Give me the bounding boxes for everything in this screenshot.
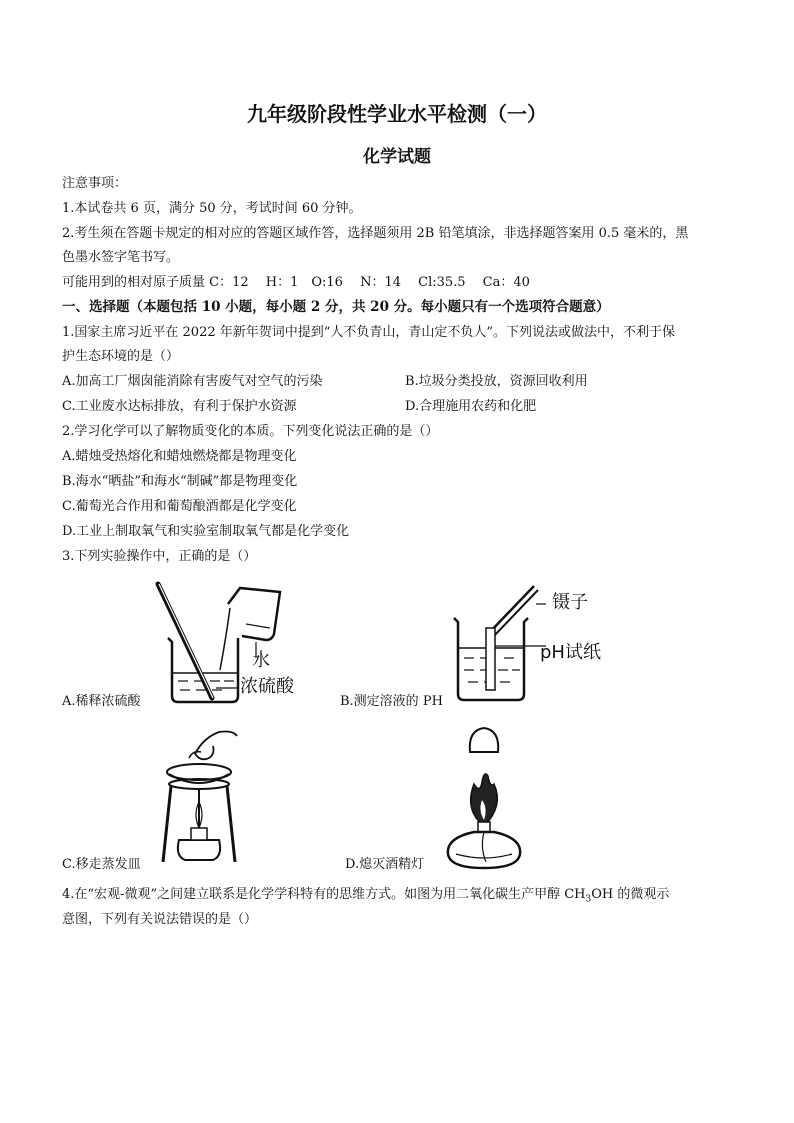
q3-caption-d: D.熄灭酒精灯 — [345, 857, 425, 872]
notes-heading: 注意事项： — [62, 176, 128, 191]
label-tweezers: 镊子 — [552, 592, 588, 613]
q1-option-a: A.加高工厂烟囱能消除有害废气对空气的污染 — [62, 374, 323, 389]
q3-stem: 3.下列实验操作中，正确的是（） — [62, 549, 257, 564]
label-ph-paper: pH试纸 — [540, 642, 601, 663]
q2-stem: 2.学习化学可以了解物质变化的本质。下列变化说法正确的是（） — [62, 424, 439, 439]
q1-stem-line-2: 护生态环境的是（） — [62, 349, 180, 364]
exam-title: 九年级阶段性学业水平检测（一） — [247, 102, 547, 126]
q2-option-c: C.葡萄光合作用和葡萄酿酒都是化学变化 — [62, 499, 297, 514]
q4-stem-pre: 4.在“宏观-微观”之间建立联系是化学学科特有的思维方式。如图为用二氧化碳生产甲醇 CH — [62, 887, 586, 902]
figure-dilute-acid — [150, 578, 320, 708]
figure-move-dish — [155, 728, 245, 868]
q1-option-c: C.工业废水达标排放，有利于保护水资源 — [62, 399, 297, 414]
q4-formula-subscript: 3 — [585, 894, 592, 905]
notes-item-1: 1.本试卷共 6 页，满分 50 分，考试时间 60 分钟。 — [62, 201, 362, 216]
figure-measure-ph — [448, 582, 548, 704]
q3-caption-b: B.测定溶液的 PH — [340, 694, 443, 709]
q3-caption-a: A.稀释浓硫酸 — [62, 694, 141, 709]
q4-stem-post: OH 的微观示 — [591, 887, 670, 902]
notes-item-2-line-2: 色墨水签字笔书写。 — [62, 250, 180, 265]
figure-extinguish-lamp — [440, 722, 530, 872]
atomic-masses: 可能用到的相对原子质量 C：12 H：1 O:16 N：14 Cl:35.5 Ca：40 — [62, 275, 530, 290]
q2-option-a: A.蜡烛受热熔化和蜡烛燃烧都是物理变化 — [62, 449, 297, 464]
notes-item-2-line-1: 2.考生须在答题卡规定的相对应的答题区域作答，选择题须用 2B 铅笔填涂，非选择题答案用 0.5 毫米的，黑 — [62, 226, 689, 241]
label-water: 水 — [252, 650, 270, 671]
q1-option-d: D.合理施用农药和化肥 — [405, 399, 537, 414]
label-conc-acid: 浓硫酸 — [240, 676, 294, 697]
q2-option-d: D.工业上制取氧气和实验室制取氧气都是化学变化 — [62, 524, 350, 539]
q3-caption-c: C.移走蒸发皿 — [62, 857, 141, 872]
q4-stem-line-1 — [62, 886, 669, 909]
q1-stem-line-1: 1.国家主席习近平在 2022 年新年贺词中提到“人不负青山，青山定不负人”。下列说法或做法中，不利于保 — [62, 325, 676, 340]
q4-stem-line-2: 意图，下列有关说法错误的是（） — [62, 912, 258, 927]
q1-option-b: B.垃圾分类投放，资源回收利用 — [405, 374, 588, 389]
q2-option-b: B.海水“晒盐”和海水“制碱”都是物理变化 — [62, 474, 298, 489]
section-1-heading: 一、选择题（本题包括 10 小题，每小题 2 分，共 20 分。每小题只有一个选项符合题意） — [62, 299, 610, 315]
exam-subtitle: 化学试题 — [363, 147, 431, 167]
